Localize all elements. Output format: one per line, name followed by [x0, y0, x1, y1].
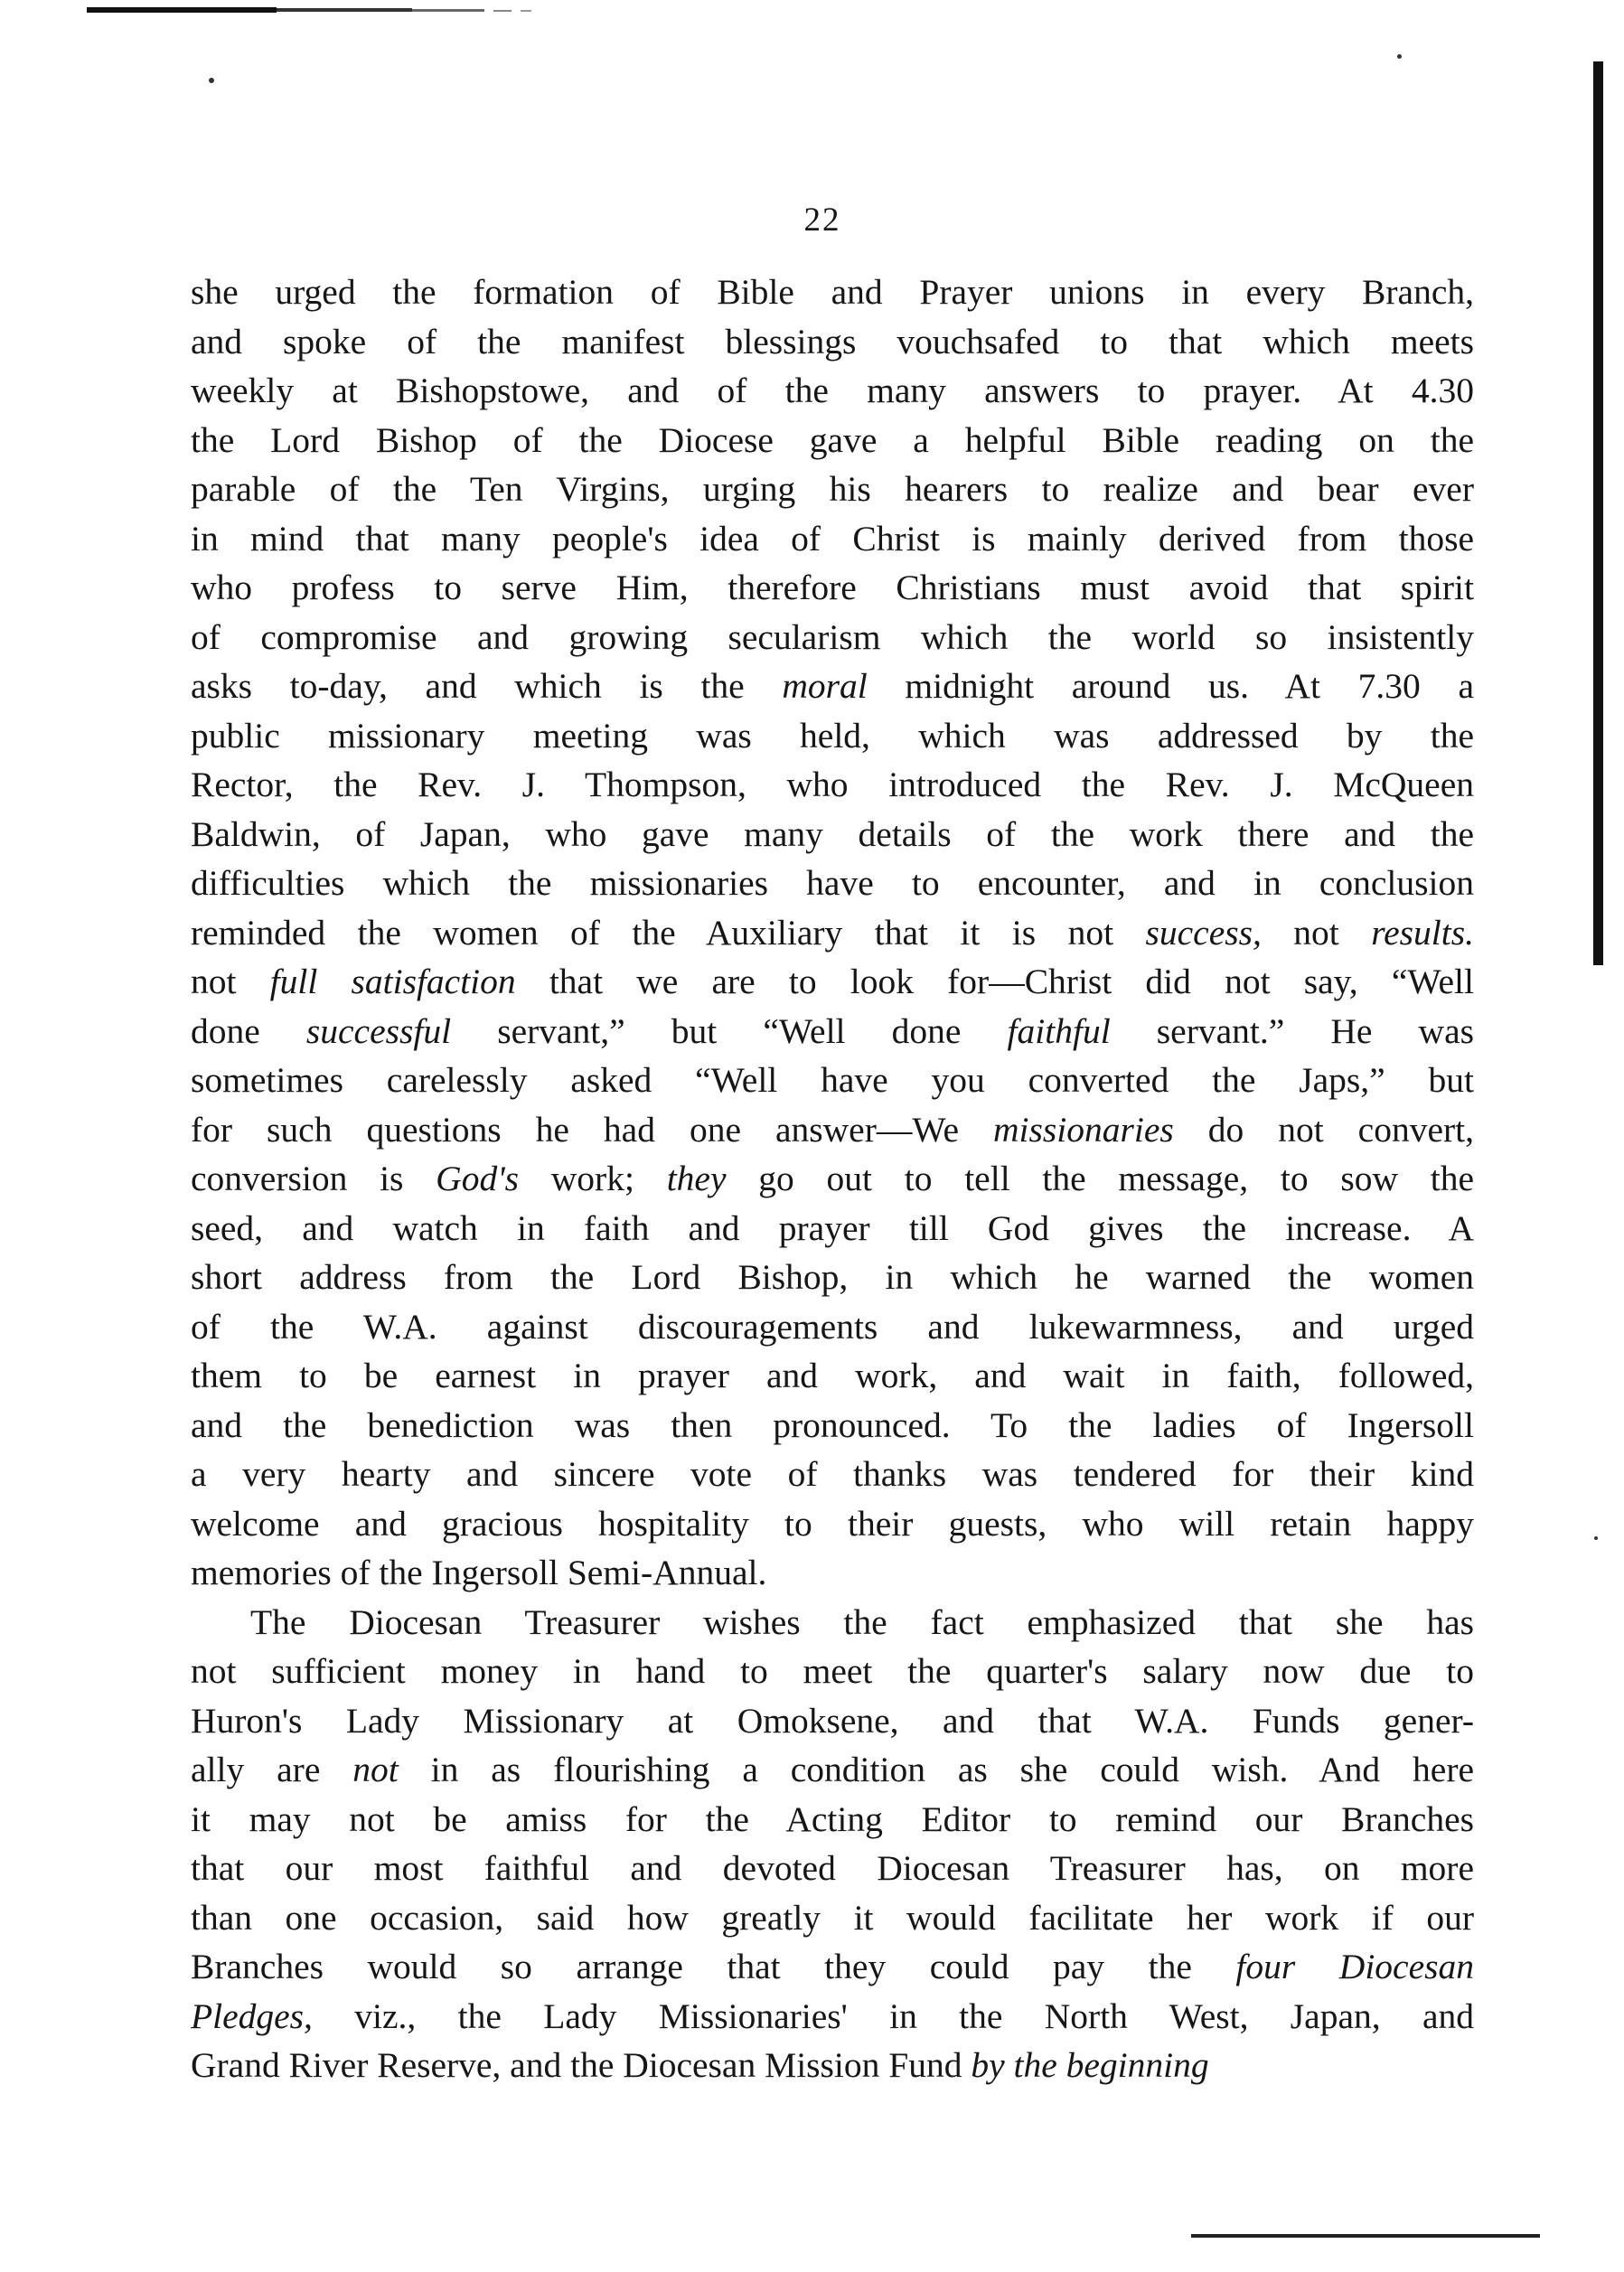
text-segment: go out to tell the message, to sow the	[726, 1159, 1474, 1198]
text-segment: done	[191, 1010, 306, 1051]
scan-speck	[209, 78, 214, 83]
italic-text: results.	[1371, 912, 1474, 953]
text-segment: asks to-day, and which is the	[191, 666, 783, 706]
text-line	[191, 1844, 1474, 1893]
text-line	[191, 1302, 1474, 1352]
text-segment: seed, and watch in faith and prayer till God gives the increase. A	[191, 1207, 1474, 1248]
italic-text: successful	[305, 1010, 452, 1051]
text-line	[191, 416, 1474, 465]
text-line	[191, 1499, 1474, 1549]
text-segment: the Lord Bishop of the Diocese gave a helpful Bible reading on the	[191, 419, 1474, 460]
text-line	[191, 1450, 1474, 1499]
text-segment: them to be earnest in prayer and work, and wait in faith, followed,	[191, 1356, 1474, 1395]
text-segment: a very hearty and sincere vote of thanks was tendered for their kind	[191, 1454, 1474, 1494]
text-line	[191, 1007, 1474, 1056]
italic-text: God's	[436, 1159, 520, 1198]
text-segment: parable of the Ten Virgins, urging his hearers to realize and bear ever	[191, 469, 1474, 509]
text-segment: public missionary meeting was held, which was addressed by the	[191, 715, 1474, 756]
text-line	[191, 563, 1474, 613]
text-segment: for such questions he had one answer—We	[191, 1109, 993, 1150]
scan-rule-top	[87, 7, 539, 18]
text-segment: of the W.A. against discouragements and lukewarmness, and urged	[191, 1306, 1474, 1347]
text-line	[191, 662, 1474, 711]
italic-text: they	[666, 1159, 727, 1198]
italic-text: success,	[1145, 912, 1262, 953]
italic-text: four Diocesan	[1235, 1947, 1474, 1986]
text-line	[191, 1548, 1474, 1598]
text-segment: sometimes carelessly asked “Well have you converted the Japs,” but	[191, 1060, 1474, 1100]
scan-speck	[1594, 1536, 1598, 1540]
text-segment: and spoke of the manifest blessings vouchsafed to that which meets	[191, 321, 1474, 361]
body-text	[191, 268, 1474, 2090]
text-segment: in mind that many people's idea of Christ is mainly derived from those	[191, 518, 1474, 559]
text-segment: servant,” but “Well done	[451, 1010, 1008, 1051]
page-number: 22	[803, 202, 841, 239]
text-segment: weekly at Bishopstowe, and of the many answers to prayer. At 4.30	[191, 371, 1474, 410]
text-segment: viz., the Lady Missionaries' in the North West, Japan, and	[312, 1995, 1474, 2036]
text-line	[191, 613, 1474, 662]
text-line	[191, 1893, 1474, 1943]
text-segment: it may not be amiss for the Acting Editor to remind our Branches	[191, 1798, 1474, 1839]
text-line	[191, 859, 1474, 908]
scan-speck	[1397, 54, 1402, 59]
text-segment: Baldwin, of Japan, who gave many details of the work there and the	[191, 813, 1474, 854]
text-segment: than one occasion, said how greatly it would facilitate her work if our	[191, 1897, 1474, 1938]
text-segment: The Diocesan Treasurer wishes the fact emphasized that she has	[250, 1601, 1474, 1642]
text-line	[191, 366, 1474, 416]
text-segment: Huron's Lady Missionary at Omoksene, and that W.A. Funds gener-	[191, 1700, 1474, 1741]
italic-text: not	[352, 1750, 399, 1789]
paragraph	[191, 1598, 1474, 2090]
text-segment: ally are	[191, 1750, 353, 1789]
text-line	[191, 1696, 1474, 1746]
text-line	[191, 711, 1474, 761]
text-line	[191, 908, 1474, 958]
italic-text: Pledges,	[191, 1995, 313, 2036]
text-line	[191, 1795, 1474, 1845]
text-segment: Branches would so arrange that they could pay the	[191, 1947, 1236, 1986]
text-segment: she urged the formation of Bible and Prayer unions in every Branch,	[191, 272, 1474, 312]
text-line	[191, 1401, 1474, 1451]
text-segment: do not convert,	[1173, 1109, 1474, 1150]
italic-text: faithful	[1007, 1010, 1111, 1051]
italic-text: by the beginning	[971, 2045, 1209, 2085]
text-line	[191, 1154, 1474, 1204]
text-segment: Rector, the Rev. J. Thompson, who introduced the Rev. J. McQueen	[191, 765, 1474, 804]
text-segment: of compromise and growing secularism which the world so insistently	[191, 616, 1474, 657]
text-segment: servant.” He was	[1110, 1010, 1474, 1051]
text-segment: in as flourishing a condition as she could wish. And here	[398, 1750, 1475, 1789]
text-segment: short address from the Lord Bishop, in which he warned the women	[191, 1257, 1474, 1297]
italic-text: full satisfaction	[269, 962, 516, 1001]
text-line	[191, 1253, 1474, 1302]
text-line	[191, 1204, 1474, 1253]
text-line	[191, 514, 1474, 564]
text-line	[191, 2041, 1474, 2090]
text-line	[191, 1351, 1474, 1401]
text-line	[191, 957, 1474, 1007]
text-line	[191, 760, 1474, 810]
text-line	[191, 317, 1474, 367]
text-line	[191, 1598, 1474, 1648]
text-segment: that we are to look for—Christ did not say, “Well	[515, 962, 1474, 1001]
text-line	[191, 1647, 1474, 1696]
text-segment: memories of the Ingersoll Semi-Annual.	[191, 1553, 767, 1592]
text-segment: difficulties which the missionaries have to encounter, and in conclusion	[191, 863, 1474, 903]
text-segment: not	[1261, 912, 1372, 953]
paragraph	[191, 268, 1474, 1598]
text-line	[191, 268, 1474, 317]
text-segment: Grand River Reserve, and the Diocesan Mission Fund	[191, 2045, 972, 2085]
text-segment: not sufficient money in hand to meet the quarter's salary now due to	[191, 1651, 1474, 1691]
text-segment: welcome and gracious hospitality to their guests, who will retain happy	[191, 1503, 1474, 1544]
text-line	[191, 1992, 1474, 2042]
text-segment: midnight around us. At 7.30 a	[867, 666, 1474, 706]
text-line	[191, 465, 1474, 514]
text-segment: and the benediction was then pronounced. To the ladies of Ingersoll	[191, 1404, 1474, 1445]
text-line	[191, 1745, 1474, 1795]
text-segment: reminded the women of the Auxiliary that it is not	[191, 912, 1146, 953]
scan-edge-bar	[1593, 61, 1603, 965]
text-segment: conversion is	[191, 1159, 437, 1198]
text-line	[191, 1942, 1474, 1992]
text-line	[191, 810, 1474, 859]
text-segment: work;	[519, 1159, 667, 1198]
text-segment: not	[191, 962, 270, 1001]
text-line	[191, 1105, 1474, 1155]
text-segment: that our most faithful and devoted Diocesan Treasurer has, on more	[191, 1848, 1474, 1888]
italic-text: missionaries	[993, 1109, 1174, 1150]
scan-rule-bottom	[1191, 2230, 1540, 2241]
text-segment: who profess to serve Him, therefore Christians must avoid that spirit	[191, 568, 1474, 607]
text-line	[191, 1056, 1474, 1105]
italic-text: moral	[782, 666, 868, 706]
